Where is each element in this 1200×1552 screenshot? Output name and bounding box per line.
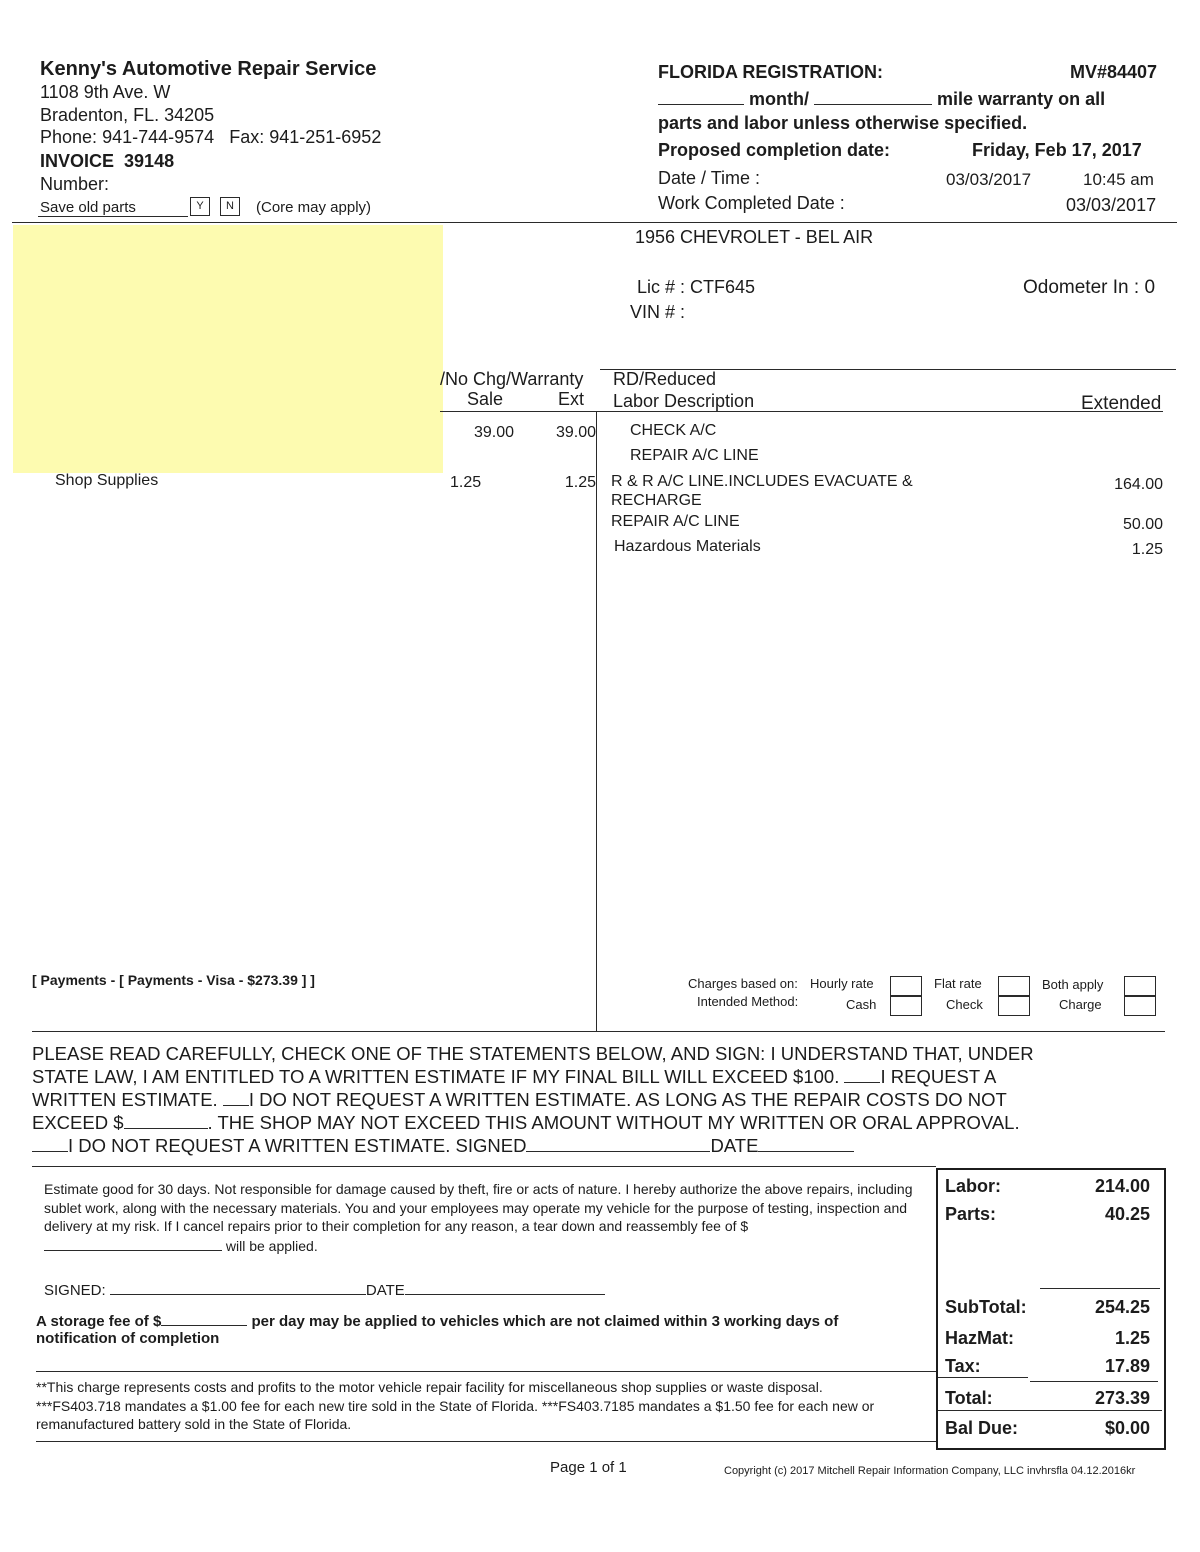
totals-baldue-value: $0.00 <box>1104 1418 1150 1438</box>
charges-both-checkbox[interactable] <box>1124 976 1156 996</box>
save-parts-no-box[interactable]: N <box>220 197 240 216</box>
totals-baldue-label: Bal Due: <box>945 1418 1019 1438</box>
terms-will-be-applied: will be applied. <box>225 1237 318 1254</box>
part-row-1-ext: 39.00 <box>555 424 596 441</box>
totals-total-label: Total: <box>945 1388 993 1408</box>
labor-line-repair-ac-2: REPAIR A/C LINE <box>611 513 740 530</box>
no-estimate-blank[interactable] <box>32 1137 68 1152</box>
charges-flat-checkbox[interactable] <box>998 976 1030 996</box>
statement-no-estimate-limit: I DO NOT REQUEST A WRITTEN ESTIMATE. AS LONG AS THE REPAIR COSTS DO NOT <box>248 1089 1007 1110</box>
copyright: Copyright (c) 2017 Mitchell Repair Information Company, LLC invhrsfla 04.12.2016kr <box>724 1465 1136 1477</box>
method-check-label: Check <box>946 997 983 1012</box>
license-plate <box>637 277 755 298</box>
shop-address-line2: Bradenton, FL. 34205 <box>40 105 215 125</box>
statement-line5 <box>32 1135 854 1157</box>
payments-summary: [ Payments - [ Payments - Visa - $273.39 ] ] <box>32 972 315 988</box>
no-estimate-limit-blank[interactable] <box>223 1091 249 1106</box>
redacted-customer-info <box>13 225 443 473</box>
storage-fee-line2: notification of completion <box>36 1330 220 1347</box>
column-header-underline <box>440 411 1163 412</box>
exceed-amount-blank[interactable] <box>124 1114 208 1129</box>
statement-line3-text: WRITTEN ESTIMATE. <box>32 1089 218 1110</box>
charges-flat-label: Flat rate <box>934 976 982 991</box>
terms-signature-line[interactable] <box>110 1280 366 1295</box>
totals-tax-value: 17.89 <box>1104 1356 1150 1376</box>
charges-hourly-checkbox[interactable] <box>890 976 922 996</box>
totals-hazmat-label: HazMat: <box>945 1328 1015 1348</box>
part-row-2-sale: 1.25 <box>450 474 482 491</box>
charges-both-label: Both apply <box>1042 977 1104 992</box>
totals-subtotal-value: 254.25 <box>1094 1297 1150 1317</box>
registration-label: FLORIDA REGISTRATION: <box>658 62 883 82</box>
warranty-mile-label: mile warranty on all <box>937 89 1106 109</box>
statement-divider <box>32 1166 936 1167</box>
method-charge-checkbox[interactable] <box>1124 996 1156 1016</box>
labor-line-hazmat-amount: 1.25 <box>1131 541 1163 558</box>
shop-address-line1: 1108 9th Ave. W <box>40 82 171 102</box>
odometer-value: 0 <box>1144 277 1156 298</box>
license-label: Lic # : <box>637 277 686 297</box>
part-row-1-sale: 39.00 <box>473 424 514 441</box>
odometer <box>1023 277 1155 299</box>
header-divider <box>12 222 1177 223</box>
proposed-completion-label: Proposed completion date: <box>658 140 891 160</box>
totals-labor-label: Labor: <box>945 1176 1001 1196</box>
warranty-line2: parts and labor unless otherwise specified. <box>658 113 1028 133</box>
totals-parts-value: 40.25 <box>1104 1204 1150 1224</box>
part-row-2-name: Shop Supplies <box>55 472 159 489</box>
terms-date-label: DATE <box>365 1282 405 1299</box>
storage-fee-label: A storage fee of $ <box>36 1313 162 1330</box>
date-time-label: Date / Time : <box>658 168 761 188</box>
request-estimate-blank[interactable] <box>844 1068 880 1083</box>
statement-request-estimate: I REQUEST A <box>880 1066 997 1087</box>
page-number: Page 1 of 1 <box>550 1459 627 1476</box>
statement-line2 <box>32 1066 996 1088</box>
column-extended: Extended <box>1081 393 1162 414</box>
intended-method-label: Intended Method: <box>697 994 799 1009</box>
invoice-label: INVOICE <box>40 151 115 171</box>
totals-subtotal-label: SubTotal: <box>945 1297 1027 1317</box>
column-sale: Sale <box>467 389 504 409</box>
statement-line2-text: STATE LAW, I AM ENTITLED TO A WRITTEN ESTIMATE IF MY FINAL BILL WILL EXCEED $100. <box>32 1066 840 1087</box>
core-note: (Core may apply) <box>256 199 372 216</box>
terms-signed-label: SIGNED: <box>44 1282 106 1299</box>
invoice-time: 10:45 am <box>1083 170 1154 189</box>
statement-line3 <box>32 1089 1007 1111</box>
totals-total-value: 273.39 <box>1094 1388 1150 1408</box>
parts-labor-separator <box>596 411 597 1031</box>
terms-signed-row <box>44 1280 605 1299</box>
totals-hazmat-value: 1.25 <box>1114 1328 1150 1348</box>
terms-estimate <box>44 1180 916 1255</box>
warranty-line1 <box>658 89 1105 110</box>
statement-no-estimate: I DO NOT REQUEST A WRITTEN ESTIMATE. SIGNED <box>68 1135 527 1156</box>
fax-label: Fax: <box>229 127 265 147</box>
statement-line1: PLEASE READ CAREFULLY, CHECK ONE OF THE STATEMENTS BELOW, AND SIGN: I UNDERSTAND THAT, UNDER <box>32 1043 1034 1064</box>
storage-fee-blank[interactable] <box>161 1311 247 1326</box>
labor-line-rr-ac-amount: 164.00 <box>1114 476 1163 493</box>
number-label: Number: <box>40 174 110 194</box>
totals-parts-label: Parts: <box>945 1204 997 1224</box>
totals-labor-value: 214.00 <box>1094 1176 1150 1196</box>
storage-fee-line1 <box>36 1311 838 1330</box>
statement-date-label: DATE <box>710 1135 759 1156</box>
invoice-date: 03/03/2017 <box>946 170 1032 189</box>
charges-hourly-label: Hourly rate <box>810 976 874 991</box>
invoice-heading <box>40 151 174 172</box>
labor-line-rr-ac: R & R A/C LINE.INCLUDES EVACUATE & <box>611 473 913 490</box>
terms-estimate-text: Estimate good for 30 days. Not responsible for damage caused by theft, fire or acts of nature. I hereby authorize the above repairs, including sublet work, along with the necessary materials. You and your employees may operate my vehicle for the purpose of testing, inspection and delivery at my risk. If I cancel repairs prior to their completion for any reason, a tear down and reassembly fee of $ <box>44 1181 913 1234</box>
baldue-divider <box>938 1410 1162 1411</box>
mv-number: MV#84407 <box>1070 62 1158 82</box>
warranty-month-label: month/ <box>749 89 810 109</box>
fax-number: 941-251-6952 <box>269 127 382 147</box>
totals-tax-label: Tax: <box>945 1356 981 1376</box>
footnote-disclosure: **This charge represents costs and profits to the motor vehicle repair facility for miscellaneous shop supplies or waste disposal. ***FS403.718 mandates a $1.00 fee for each new tire sold in the State of Florida. ***FS403.7185 mandates a $1.50 fee for each new or remanufactured battery sold in the State of Florida. <box>36 1379 875 1432</box>
proposed-completion-date: Friday, Feb 17, 2017 <box>972 140 1142 160</box>
charges-based-on-label: Charges based on: <box>688 976 798 991</box>
statement-exceed-label: EXCEED $ <box>32 1112 124 1133</box>
shop-name: Kenny's Automotive Repair Service <box>40 58 377 80</box>
labor-line-recharge: RECHARGE <box>611 492 702 509</box>
charges-divider <box>32 1031 1165 1032</box>
column-nochg-warranty: /No Chg/Warranty <box>440 369 584 389</box>
save-parts-yes-box[interactable]: Y <box>190 197 210 216</box>
column-rd-reduced: RD/Reduced <box>613 369 717 389</box>
phone-number: 941-744-9574 <box>102 127 215 147</box>
subtotal-rule <box>1040 1288 1160 1289</box>
warranty-miles-blank[interactable] <box>814 90 932 105</box>
labor-line-check-ac: CHECK A/C <box>630 422 717 439</box>
invoice-number: 39148 <box>124 151 175 171</box>
license-value: CTF645 <box>690 277 756 297</box>
labor-line-repair-ac: REPAIR A/C LINE <box>630 447 759 464</box>
phone-label: Phone: <box>40 127 98 147</box>
method-check-checkbox[interactable] <box>998 996 1030 1016</box>
column-ext: Ext <box>558 389 585 409</box>
labor-line-repair-ac-2-amount: 50.00 <box>1122 516 1163 533</box>
method-cash-label: Cash <box>846 997 877 1012</box>
statement-line4-text: . THE SHOP MAY NOT EXCEED THIS AMOUNT WITHOUT MY WRITTEN OR ORAL APPROVAL. <box>207 1112 1020 1133</box>
warranty-months-blank[interactable] <box>658 90 744 105</box>
method-cash-checkbox[interactable] <box>890 996 922 1016</box>
vehicle-description: 1956 CHEVROLET - BEL AIR <box>635 227 874 247</box>
statement-signature-line[interactable] <box>526 1137 710 1152</box>
column-labor-description: Labor Description <box>613 391 755 411</box>
odometer-label: Odometer In : <box>1023 277 1140 298</box>
work-completed-date: 03/03/2017 <box>1066 195 1157 215</box>
storage-fee-text: per day may be applied to vehicles which are not claimed within 3 working days of <box>251 1313 839 1330</box>
teardown-fee-blank[interactable] <box>44 1236 222 1251</box>
footnote-bottom-divider <box>36 1441 936 1442</box>
labor-line-hazmat: Hazardous Materials <box>614 538 761 555</box>
total-rule <box>1030 1381 1158 1382</box>
totals-mid-divider <box>938 1377 1028 1378</box>
terms-date-line[interactable] <box>405 1280 605 1295</box>
footnote-top-divider <box>36 1371 936 1372</box>
save-parts-underline <box>38 216 188 217</box>
statement-line4 <box>32 1112 1020 1134</box>
vin-label: VIN # : <box>630 302 686 322</box>
shop-phone-fax <box>40 127 381 148</box>
work-completed-label: Work Completed Date : <box>658 193 845 213</box>
method-charge-label: Charge <box>1059 997 1102 1012</box>
save-old-parts-label: Save old parts <box>40 199 136 216</box>
statement-date-line[interactable] <box>758 1137 854 1152</box>
part-row-2-ext: 1.25 <box>564 474 596 491</box>
